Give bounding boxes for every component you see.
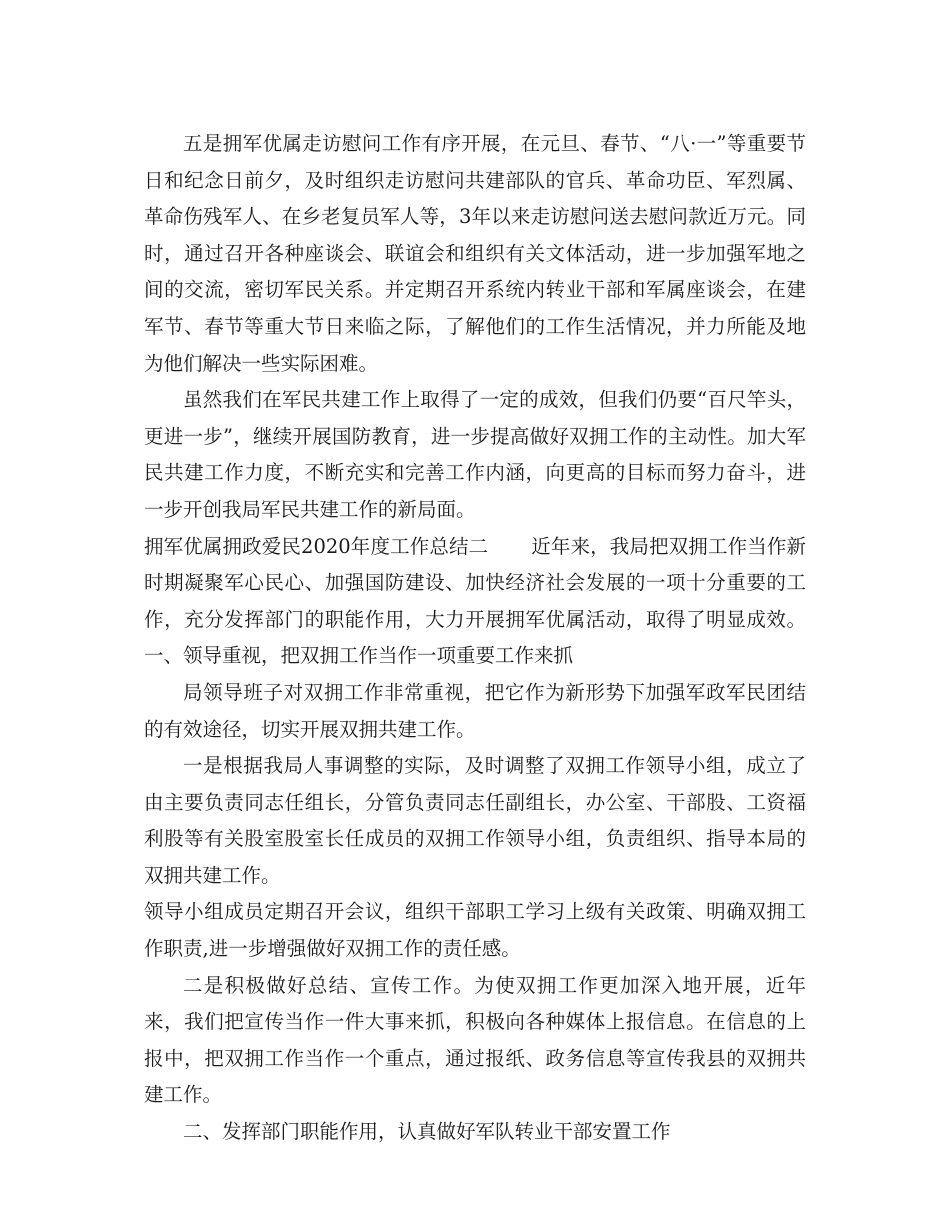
paragraph-section-two <box>144 529 806 675</box>
paragraph-meetings: 领导小组成员定期召开会议，组织干部职工学习上级有关政策、明确双拥工作职责,进一步增强做好双拥工作的责任感。 <box>144 900 806 961</box>
paragraph-leadership: 局领导班子对双拥工作非常重视，把它作为新形势下加强军政军民团结的有效途径，切实开展双拥共建工作。 <box>144 680 806 741</box>
section-intro: 近年来，我局把双拥工作当作新时期凝聚军心民心、加强国防建设、加快经济社会发展的一项十分重要的工作，充分发挥部门的职能作用，大力开展拥军优属活动，取得了明显成效。一、领导重视，把双拥工作当作一项重要工作来抓 <box>144 534 806 668</box>
paragraph-adjustment: 一是根据我局人事调整的实际，及时调整了双拥工作领导小组，成立了由主要负责同志任组长，分管负责同志任副组长，办公室、干部股、工资福利股等有关股室股室长任成员的双拥工作领导小组，负责组织、指导本局的双拥共建工作。 <box>144 754 806 887</box>
document-page <box>144 126 806 1151</box>
section-title: 拥军优属拥政爱民2020年度工作总结二 <box>144 534 489 558</box>
paragraph-publicity: 二是积极做好总结、宣传工作。为使双拥工作更加深入地开展，近年来，我们把宣传当作一件大事来抓，积极向各种媒体上报信息。在信息的上报中，把双拥工作当作一个重点，通过报纸、政务信息等宣传我县的双拥共建工作。 <box>144 973 806 1107</box>
paragraph-conclusion: 虽然我们在军民共建工作上取得了一定的成效，但我们仍要“百尺竿头，更进一步”，继续开展国防教育，进一步提高做好双拥工作的主动性。加大军民共建工作力度，不断充实和完善工作内涵，向更高的目标而努力奋斗，进一步开创我局军民共建工作的新局面。 <box>144 388 806 521</box>
paragraph-heading-two: 二、发挥部门职能作用，认真做好军队转业干部安置工作 <box>183 1120 671 1144</box>
paragraph-visits: 五是拥军优属走访慰问工作有序开展，在元旦、春节、“八·一”等重要节日和纪念日前夕，及时组织走访慰问共建部队的官兵、革命功臣、军烈属、革命伤残军人、在乡老复员军人等，3年以来走访慰问送去慰问款近万元。同时，通过召开各种座谈会、联谊会和组织有关文体活动，进一步加强军地之间的交流，密切军民关系。并定期召开系统内转业干部和军属座谈会，在建军节、春节等重大节日来临之际，了解他们的工作生活情况，并力所能及地为他们解决一些实际困难。 <box>144 132 806 375</box>
